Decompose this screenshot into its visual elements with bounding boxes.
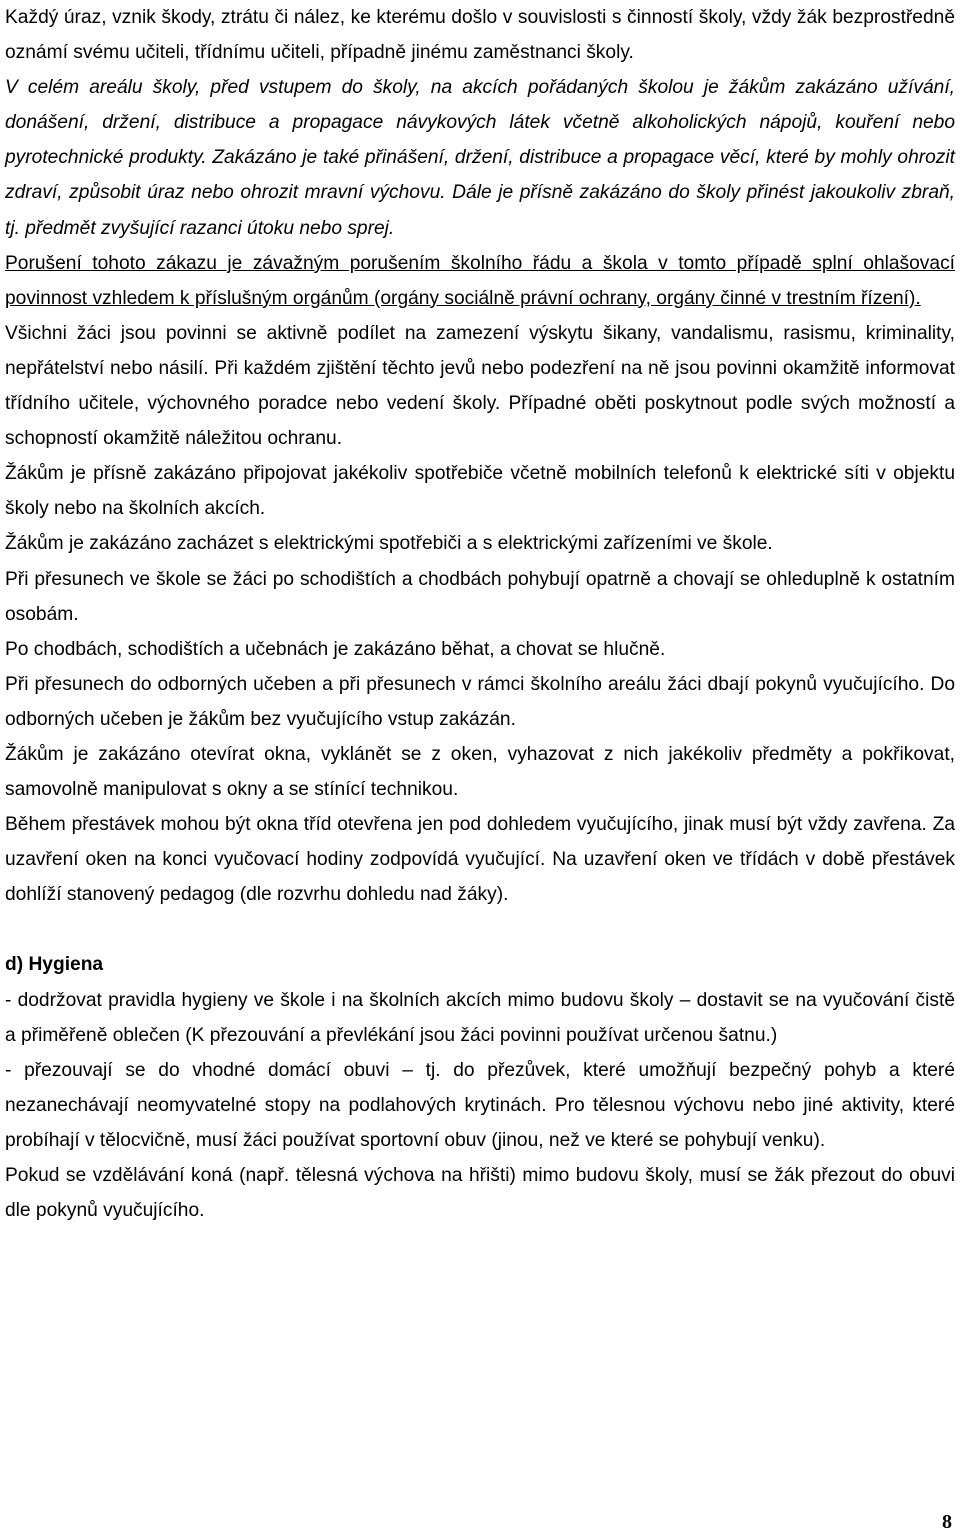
paragraph-windows-ban: Žákům je zakázáno otevírat okna, vyklánět se z oken, vyhazovat z nich jakékoliv předměty a pokřikovat, samovolně manipulovat s okny a se stínící technikou.: [5, 743, 955, 801]
paragraph-movement-school: Při přesunech ve škole se žáci po schodištích a chodbách pohybují opatrně a chovají se ohleduplně k ostatním osobám.: [5, 568, 955, 625]
paragraph-specialized-classrooms: Při přesunech do odborných učeben a při přesunech v rámci školního areálu žáci dbají pokynů vyučujícího. Do odborných učeben je žákům bez vyučujícího vstup zakázán.: [5, 673, 955, 730]
paragraph-bullying-prevention: Všichni žáci jsou povinni se aktivně podílet na zamezení výskytu šikany, vandalismu, rasismu, kriminality, nepřátelství nebo násilí. Při každém zjištění těchto jevů nebo podezření na ně jsou povinni okamžitě informovat třídního učitele, výchovného poradce nebo vedení školy. Případné oběti poskytnout podle svých možností a schopností okamžitě náležitou ochranu.: [5, 322, 955, 450]
paragraph-electric-devices: Žákům je zakázáno zacházet s elektrickými spotřebiči a s elektrickými zařízeními ve škole.: [5, 533, 773, 555]
paragraph-injury-report: Každý úraz, vznik škody, ztrátu či nález, ke kterému došlo v souvislosti s činností školy, vždy žák bezprostředně oznámí svému učiteli, třídnímu učiteli, případně jinému zaměstnanci školy.: [5, 7, 955, 64]
section-spacer: [5, 912, 955, 947]
paragraph-electric-appliances: Žákům je přísně zakázáno připojovat jakékoliv spotřebiče včetně mobilních telefonů k elektrické síti v objektu školy nebo na školních akcích.: [5, 463, 955, 520]
paragraph-hygiene-rules: - dodržovat pravidla hygieny ve škole i na školních akcích mimo budovu školy – dostavit se na vyučování čistě a přiměřeně oblečen (K přezouvání a převlékání jsou žáci povinni používat určenou šatnu.): [5, 989, 955, 1046]
paragraph-violation-notice: Porušení tohoto zákazu je závažným porušením školního řádu a škola v tomto případě splní ohlašovací povinnost vzhledem k příslušným orgánům (orgány sociálně právní ochrany, orgány činné v trestním řízení).: [5, 252, 955, 309]
paragraph-substance-ban: V celém areálu školy, před vstupem do školy, na akcích pořádaných školou je žákům zakázáno užívání, donášení, držení, distribuce a propagace návykových látek včetně alkoholických nápojů, kouření nebo pyrotechnické produkty. Zakázáno je také přinášení, držení, distribuce a propagace věcí, které by mohly ohrozit zdraví, způsobit úraz nebo ohrozit mravní výchovu. Dále je přísně zakázáno do školy přinést jakoukoliv zbraň, tj. předmět zvyšující razanci útoku nebo sprej.: [5, 77, 955, 239]
document-page: [5, 0, 955, 1228]
paragraph-no-running: Po chodbách, schodištích a učebnách je zakázáno běhat, a chovat se hlučně.: [5, 638, 666, 660]
section-heading-hygiene: d) Hygiena: [5, 954, 104, 976]
paragraph-windows-breaks: Během přestávek mohou být okna tříd otevřena jen pod dohledem vyučujícího, jinak musí být vždy zavřena. Za uzavření oken na konci vyučovací hodiny zodpovídá vyučující. Na uzavření oken ve třídách v době přestávek dohlíží stanovený pedagog (dle rozvrhu dohledu nad žáky).: [5, 814, 955, 906]
paragraph-indoor-shoes: - přezouvají se do vhodné domácí obuvi – tj. do přezůvek, které umožňují bezpečný pohyb a které nezanechávají neomyvatelné stopy na podlahových krytinách. Pro tělesnou výchovu nebo jiné aktivity, které probíhají v tělocvičně, musí žáci používat sportovní obuv (jinou, než ve které se pohybují venku).: [5, 1059, 955, 1151]
page-number: 8: [942, 1511, 952, 1533]
paragraph-outdoor-shoes: Pokud se vzdělávání koná (např. tělesná výchova na hřišti) mimo budovu školy, musí se žák přezout do obuvi dle pokynů vyučujícího.: [5, 1165, 955, 1222]
